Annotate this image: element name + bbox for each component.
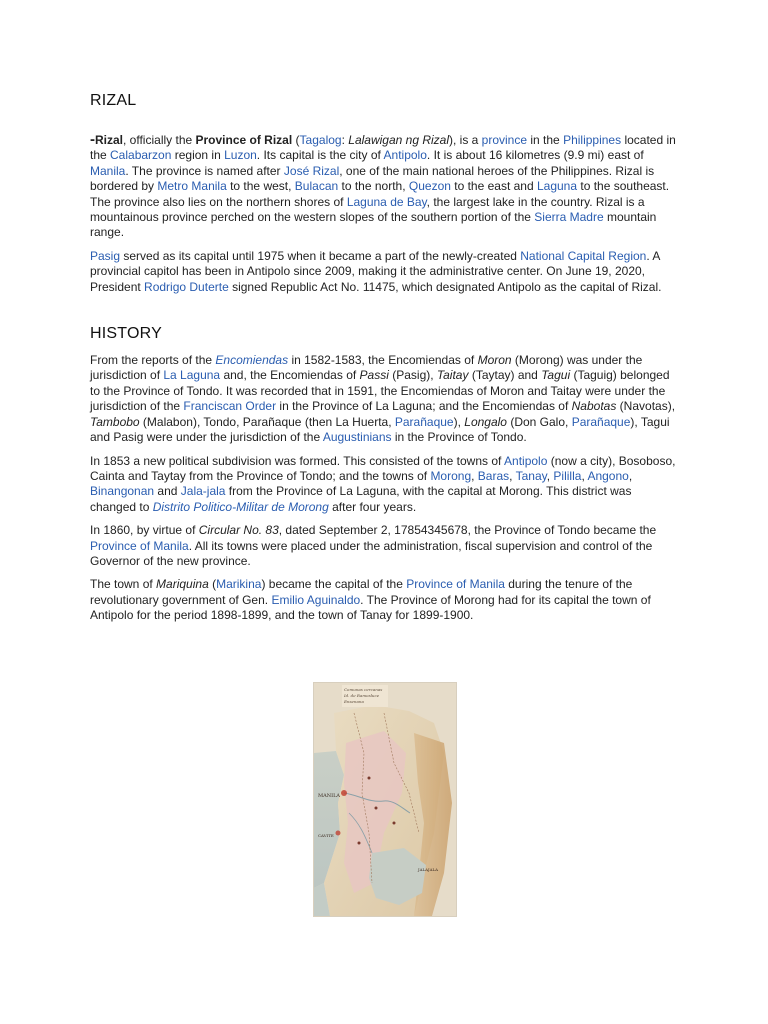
wiki-link[interactable]: Bulacan	[294, 179, 339, 194]
wiki-link[interactable]: Distrito Politico-Militar de Morong	[152, 499, 329, 514]
wiki-link[interactable]: Laguna de Bay	[346, 194, 427, 209]
wiki-link[interactable]: Pasig	[90, 248, 121, 263]
wiki-link[interactable]: Parañaque	[394, 414, 454, 429]
italic-text: Circular No. 83	[198, 523, 279, 538]
wiki-link[interactable]: Calabarzon	[110, 148, 172, 163]
italic-text: Mariquina	[156, 577, 209, 592]
italic-text: Tambobo	[90, 414, 140, 429]
wiki-link[interactable]: Emilio Aguinaldo	[271, 592, 361, 607]
wiki-link[interactable]: La Laguna	[163, 368, 221, 383]
wiki-link[interactable]: Morong	[430, 468, 472, 483]
intro-paragraph: -Rizal, officially the Province of Rizal (Tagalog: Lalawigan ng Rizal), is a province in the Philippines located in the Calabarzon region in Luzon. Its capital is the city of Antipolo. It is about 16 kilometres (9.9 mi) east of Manila. The province is named after José Rizal, one of the main national heroes of the Philippines. Rizal is bordered by Metro Manila to the west, Bulacan to the north, Quezon to the east and Laguna to the southeast. The province also lies on the northern shores of Laguna de Bay, the largest lake in the country. Rizal is a mountainous province perched on the western slopes of the southern portion of the Sierra Madre mountain range.	[90, 131, 676, 240]
wiki-link[interactable]: Augustinians	[322, 430, 392, 445]
map-label-cavite: CAVITE	[318, 833, 334, 838]
wiki-link[interactable]: Parañaque	[571, 414, 631, 429]
wiki-link[interactable]: José Rizal	[283, 163, 340, 178]
wiki-link[interactable]: Angono	[587, 468, 629, 483]
wiki-link[interactable]: Laguna	[536, 179, 578, 194]
wiki-link[interactable]: Encomiendas	[215, 353, 289, 368]
wiki-link[interactable]: Baras	[477, 468, 510, 483]
wiki-link[interactable]: Pililla	[553, 468, 582, 483]
wiki-link[interactable]: Binangonan	[90, 484, 155, 499]
map-label-jalajala: JALAJALA	[418, 867, 439, 872]
history-paragraph-4: The town of Mariquina (Marikina) became the capital of the Province of Manila during the tenure of the revolutionary government of Gen. Emilio Aguinaldo. The Province of Morong had for its capital the town of Antipolo for the period 1898-1899, and the town of Tanay for 1899-1900.	[90, 577, 651, 623]
wiki-link[interactable]: Tagalog	[299, 133, 342, 147]
wiki-link[interactable]: Luzon	[224, 148, 257, 163]
wiki-link[interactable]: National Capital Region	[520, 248, 647, 263]
lead-dash: -	[90, 131, 95, 148]
history-heading: HISTORY	[90, 325, 162, 343]
wiki-link[interactable]: Jala-jala	[180, 484, 226, 499]
capital-paragraph: Pasig served as its capital until 1975 when it became a part of the newly-created National Capital Region. A provincial capitol has been in Antipolo since 2009, making it the administrative center. On June 19, 2020, President Rodrigo Duterte signed Republic Act No. 11475, which designated Antipolo as the capital of Rizal.	[90, 248, 662, 294]
map-legend-line-2: Id. de Ramosluce	[344, 693, 380, 698]
wiki-link[interactable]: Antipolo	[383, 148, 427, 163]
wiki-link[interactable]: Antipolo	[504, 453, 548, 468]
italic-text: Taitay	[436, 368, 469, 383]
bold-text: Rizal	[95, 133, 124, 147]
bold-text: Province of Rizal	[195, 133, 293, 147]
history-paragraph-2: In 1853 a new political subdivision was formed. This consisted of the towns of Antipolo (now a city), Bosoboso, Cainta and Taytay from the Province of Tondo; and the towns of Morong, Baras, Tanay, Pililla, Angono, Binangonan and Jala-jala from the Province of La Laguna, with the capital at Morong. This district was changed to Distrito Politico-Militar de Morong after four years.	[90, 453, 676, 514]
history-paragraph-3: In 1860, by virtue of Circular No. 83, dated September 2, 17854345678, the Province of Tondo became the Province of Manila. All its towns were placed under the administration, fiscal supervision and control of the Governor of the new province.	[90, 523, 657, 568]
wiki-link[interactable]: Philippines	[563, 133, 622, 147]
wiki-link[interactable]: Metro Manila	[157, 179, 227, 194]
map-legend-line-3: Ensenana	[344, 699, 364, 704]
history-paragraph-1: From the reports of the Encomiendas in 1582-1583, the Encomiendas of Moron (Morong) was under the jurisdiction of La Laguna and, the Encomiendas of Passi (Pasig), Taitay (Taytay) and Tagui (Taguig) belonged to the Province of Tondo. It was recorded that in 1591, the Encomiendas of Moron and Taitay were under the jurisdiction of the Franciscan Order in the Province of La Laguna; and the Encomiendas of Nabotas (Navotas), Tambobo (Malabon), Tondo, Parañaque (then La Huerta, Parañaque), Longalo (Don Galo, Parañaque), Tagui and Pasig were under the jurisdiction of the Augustinians in the Province of Tondo.	[90, 353, 676, 445]
italic-text: Passi	[359, 368, 389, 383]
wiki-link[interactable]: province	[481, 133, 528, 147]
historical-map-image	[313, 682, 457, 917]
wiki-link[interactable]: Quezon	[408, 179, 451, 194]
article-body	[90, 92, 680, 632]
wiki-link[interactable]: Province of Manila	[406, 577, 505, 592]
italic-text: Moron	[477, 353, 512, 368]
italic-text: Nabotas	[571, 399, 617, 414]
wiki-link[interactable]: Marikina	[216, 577, 262, 592]
page-title: RIZAL	[90, 92, 137, 109]
wiki-link[interactable]: Rodrigo Duterte	[144, 279, 229, 294]
wiki-link[interactable]: Tanay	[515, 468, 547, 483]
italic-text: Tagui	[541, 368, 571, 383]
map-legend-line-1: Comunas cercanas	[344, 687, 383, 692]
italic-text: Longalo	[464, 414, 507, 429]
italic-text: Lalawigan ng Rizal	[348, 133, 449, 147]
wiki-link[interactable]: Manila	[90, 163, 126, 178]
wiki-link[interactable]: Province of Manila	[90, 538, 189, 553]
wiki-link[interactable]: Franciscan Order	[183, 399, 277, 414]
map-label-manila: MANILA	[318, 793, 341, 799]
wiki-link[interactable]: Sierra Madre	[534, 210, 604, 225]
